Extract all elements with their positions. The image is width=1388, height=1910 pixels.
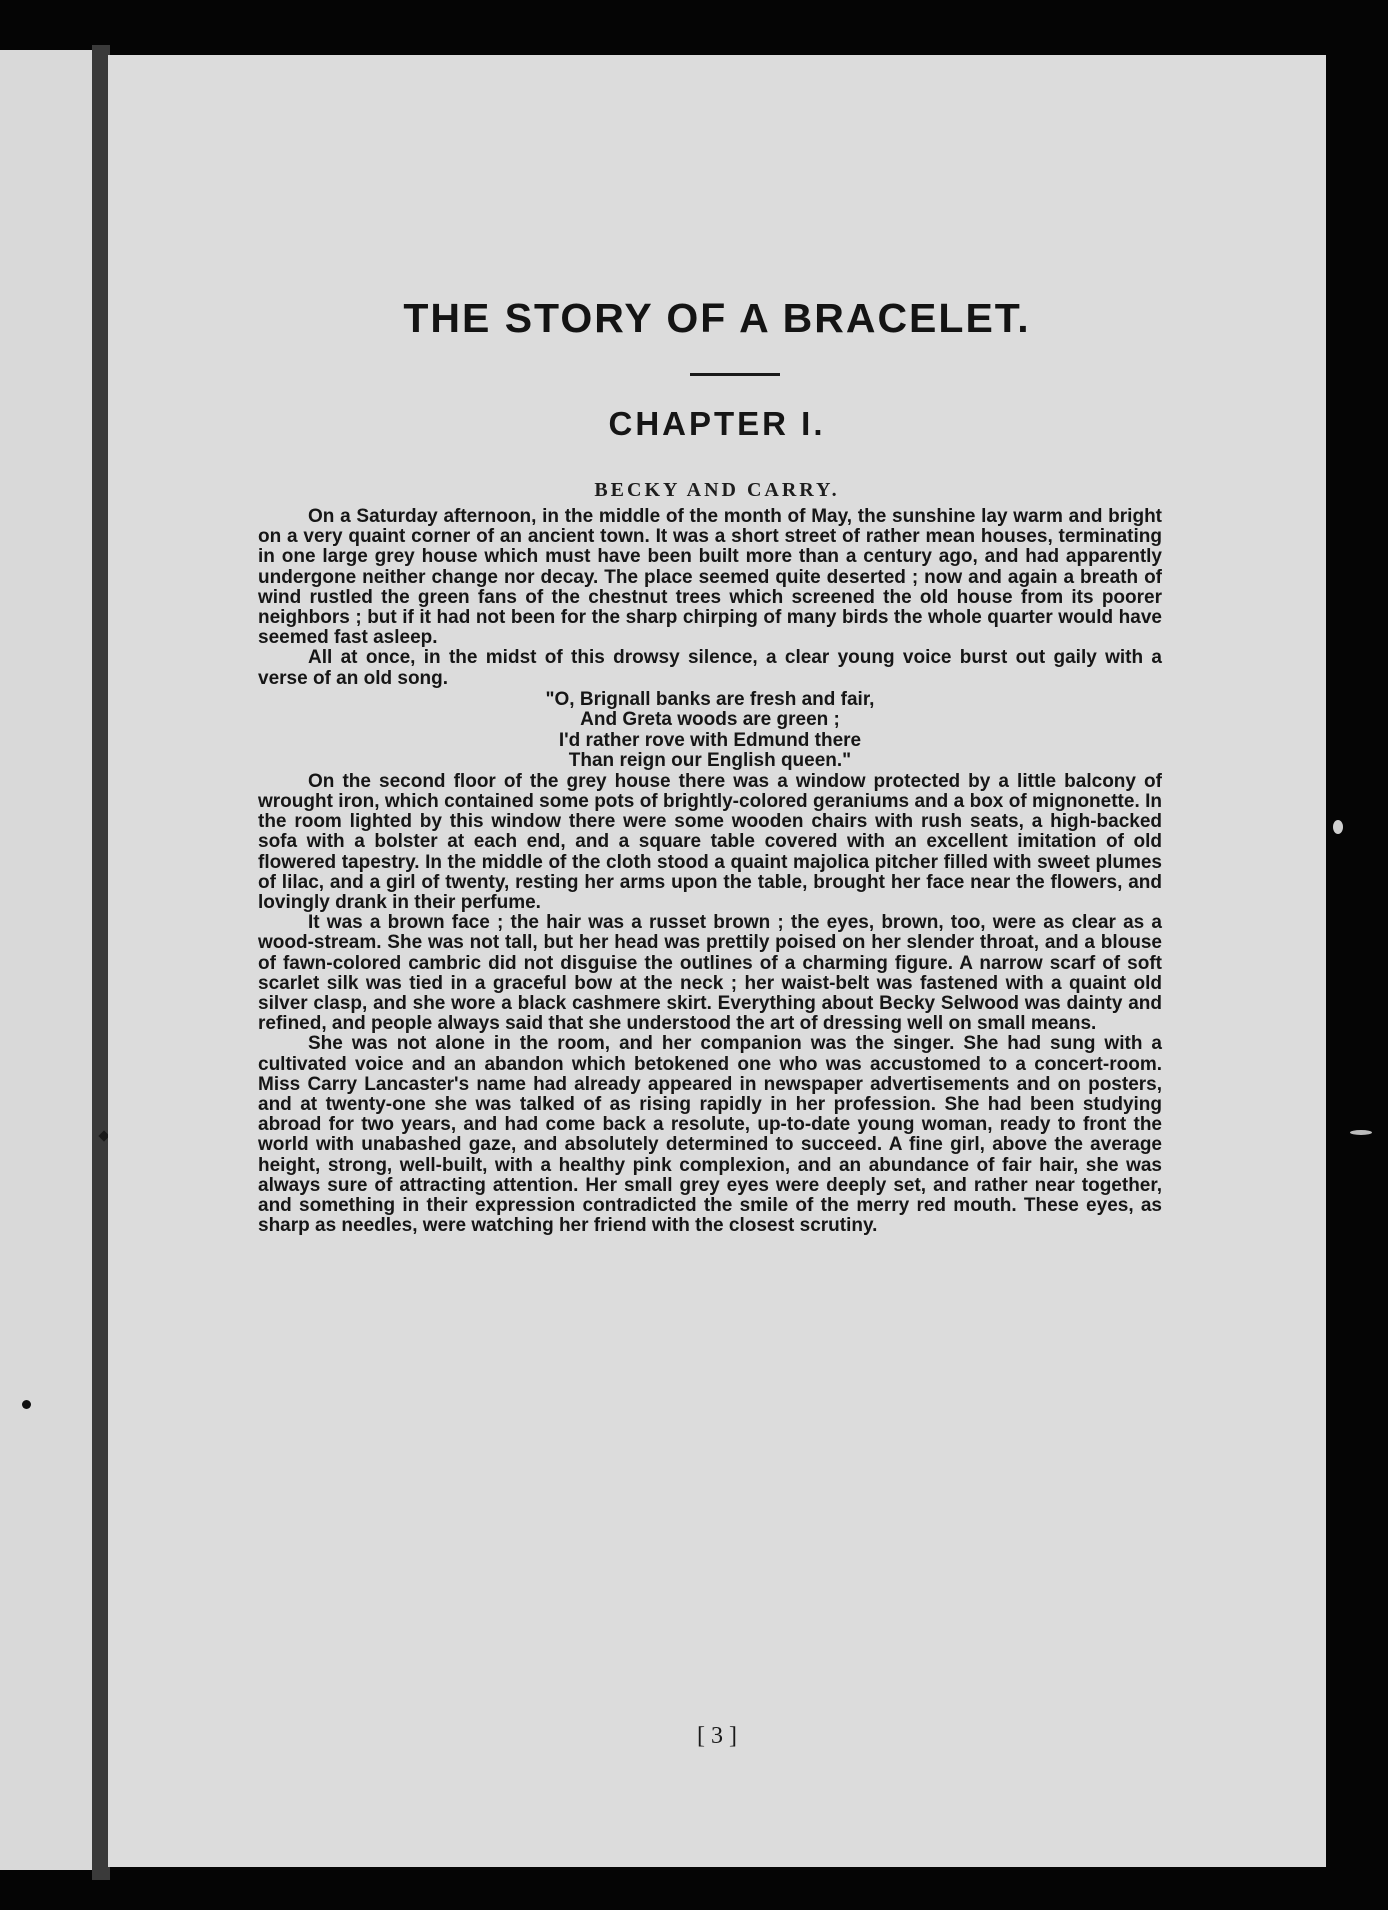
page-number: [ 3 ] [697, 1723, 737, 1749]
verse-line: Than reign our English queen." [568, 750, 852, 772]
story-title: THE STORY OF A BRACELET. [403, 295, 1031, 341]
facing-page-edge [0, 50, 95, 1870]
song-verse [258, 690, 1162, 772]
title-divider [690, 373, 780, 376]
chapter-text [258, 507, 1162, 1237]
verse-line: And Greta woods are green ; [580, 709, 840, 731]
paragraph: On a Saturday afternoon, in the middle of the month of May, the sunshine lay warm and bright on a very quaint corner of an ancient town. It was a short street of rather mean houses, terminating in one large grey house which must have been built more than a century ago, and had apparently undergone neither change nor decay. The place seemed quite deserted ; now and again a breath of wind rustled the green fans of the chestnut trees which screened the old house from its poorer neighbors ; but if it had not been for the sharp chirping of many birds the whole quarter would have seemed fast asleep. [258, 506, 1162, 649]
chapter-subtitle: BECKY AND CARRY. [594, 479, 840, 501]
book-page [108, 55, 1326, 1867]
paragraph: She was not alone in the room, and her companion was the singer. She had sung with a cultivated voice and an abandon which betokened one who was accustomed to a concert-room. Miss Carry Lancaster's name had already appeared in newspaper advertisements and on posters, and at twenty-one she was talked of as rising rapidly in her profession. She had been studying abroad for two years, and had come back a resolute, up-to-date young woman, ready to front the world with unabashed gaze, and absolutely determined to succeed. A fine girl, above the average height, strong, well-built, with a healthy pink complexion, and an abundance of fair hair, she was always sure of attracting attention. Her small grey eyes were deeply set, and rather near together, and something in their expression contradicted the smile of the merry red mouth. These eyes, as sharp as needles, were watching her friend with the closest scrutiny. [258, 1033, 1162, 1237]
scan-speck [1350, 1130, 1372, 1135]
scan-speck [1333, 820, 1343, 834]
margin-speck [22, 1400, 31, 1409]
chapter-heading: CHAPTER I. [608, 405, 826, 442]
verse-line: "O, Brignall banks are fresh and fair, [545, 688, 875, 710]
paragraph: It was a brown face ; the hair was a russet brown ; the eyes, brown, too, were as clear as a wood-stream. She was not tall, but her head was prettily poised on her slender throat, and a blouse of fawn-colored cambric did not disguise the outlines of a charming figure. A narrow scarf of soft scarlet silk was tied in a graceful bow at the neck ; her waist-belt was fastened with a quaint old silver clasp, and she wore a black cashmere skirt. Everything about Becky Selwood was dainty and refined, and people always said that she understood the art of dressing well on small means. [258, 912, 1162, 1035]
paragraph: All at once, in the midst of this drowsy silence, a clear young voice burst out gaily with a verse of an old song. [258, 647, 1162, 689]
paragraph: On the second floor of the grey house there was a window protected by a little balcony of wrought iron, which contained some pots of brightly-colored geraniums and a box of mignonette. In the room lighted by this window there were some wooden chairs with rush seats, a high-backed sofa with a bolster at each end, and a square table covered with an excellent imitation of old flowered tapestry. In the middle of the cloth stood a quaint majolica pitcher filled with sweet plumes of lilac, and a girl of twenty, resting her arms upon the table, brought her face near the flowers, and lovingly drank in their perfume. [258, 770, 1162, 914]
verse-line: I'd rather rove with Edmund there [558, 729, 862, 751]
